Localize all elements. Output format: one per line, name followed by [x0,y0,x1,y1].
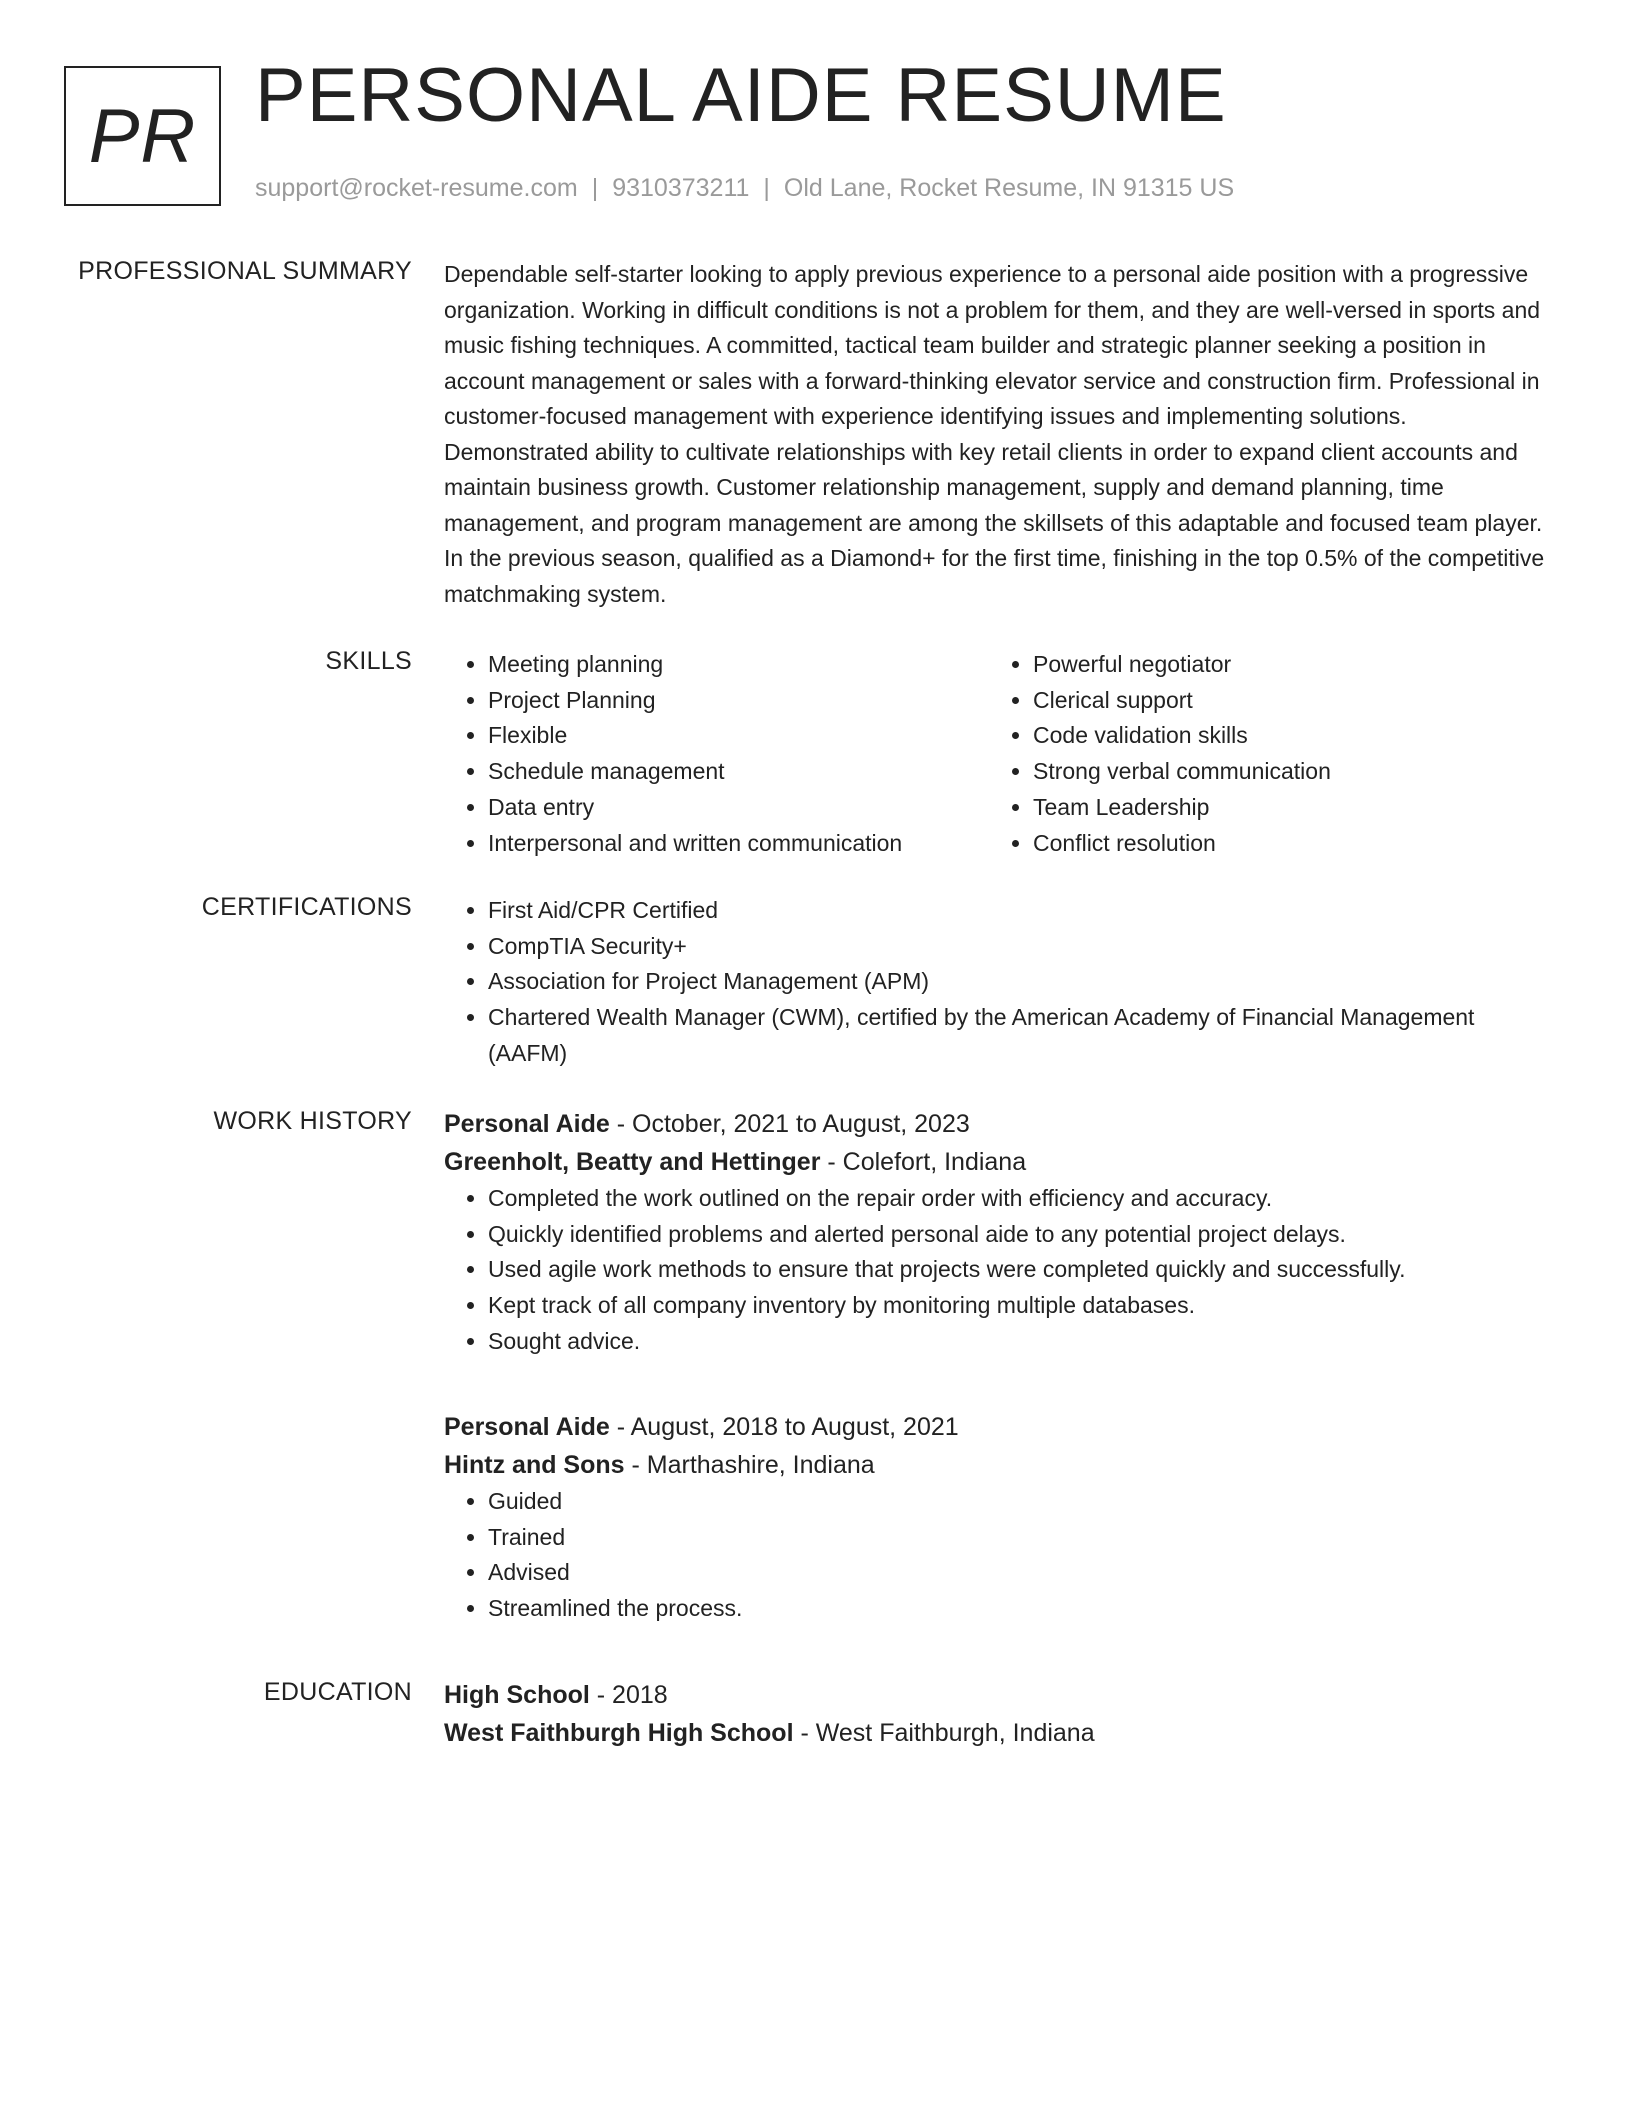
skill-item: • Strong verbal communication [1033,754,1534,790]
education-school-line [444,1714,1556,1752]
job-dates: - August, 2018 to August, 2021 [609,1413,959,1441]
contact-line [255,174,1234,203]
job-bullet: • Streamlined the process. [488,1591,1556,1627]
skill-item: • Powerful negotiator [1033,647,1534,683]
job-company: Greenholt, Beatty and Hettinger [444,1148,821,1176]
certifications-heading: CERTIFICATIONS [201,893,412,921]
job-title-line [444,1105,1556,1143]
skills-column-right [989,647,1534,861]
summary-heading: PROFESSIONAL SUMMARY [78,257,412,285]
education-school: West Faithburgh High School [444,1719,794,1747]
job-location: - Marthashire, Indiana [624,1451,875,1479]
education-year: - 2018 [589,1681,668,1709]
job-bullet: • Kept track of all company inventory by monitoring multiple databases. [488,1288,1556,1324]
skill-item: • Meeting planning [488,647,989,683]
work-history-heading: WORK HISTORY [213,1107,412,1135]
job-bullet: • Trained [488,1520,1556,1556]
job-location: - Colefort, Indiana [820,1148,1027,1176]
job-title: Personal Aide [444,1413,610,1441]
education-degree: High School [444,1681,590,1709]
skill-item: • Project Planning [488,683,989,719]
skills-section [444,647,1556,861]
job-title: Personal Aide [444,1110,610,1138]
certification-item: • Chartered Wealth Manager (CWM), certified by the American Academy of Financial Management (AAFM) [488,1000,1556,1071]
skill-item: • Schedule management [488,754,989,790]
job-bullet: • Advised [488,1555,1556,1591]
work-history-job-1 [444,1105,1556,1360]
certification-item: • First Aid/CPR Certified [488,893,1556,929]
contact-separator: | [763,174,770,202]
skill-item: • Conflict resolution [1033,826,1534,862]
skills-column-left [444,647,989,861]
contact-phone[interactable]: 9310373211 [612,174,750,202]
monogram-box: PR [64,66,221,206]
contact-email[interactable]: support@rocket-resume.com [255,174,578,202]
certification-item: • Association for Project Management (APM) [488,964,1556,1000]
job-dates: - October, 2021 to August, 2023 [609,1110,970,1138]
job-title-line [444,1408,1556,1446]
contact-address: Old Lane, Rocket Resume, IN 91315 US [783,174,1235,202]
job-bullet: • Used agile work methods to ensure that projects were completed quickly and successfully. [488,1252,1556,1288]
job-bullet: • Completed the work outlined on the repair order with efficiency and accuracy. [488,1181,1556,1217]
skill-item: • Code validation skills [1033,718,1534,754]
job-bullet: • Sought advice. [488,1324,1556,1360]
certifications-section [444,893,1556,1072]
job-company: Hintz and Sons [444,1451,625,1479]
job-bullet: • Quickly identified problems and alerted personal aide to any potential project delays. [488,1217,1556,1253]
education-location: - West Faithburgh, Indiana [793,1719,1095,1747]
skills-heading: SKILLS [325,647,412,675]
skill-item: • Data entry [488,790,989,826]
education-degree-line [444,1676,1556,1714]
job-bullet: • Guided [488,1484,1556,1520]
skill-item: • Interpersonal and written communication [488,826,989,862]
contact-separator: | [591,174,599,202]
skill-item: • Flexible [488,718,989,754]
certification-item: • CompTIA Security+ [488,929,1556,965]
job-company-line [444,1446,1556,1484]
skill-item: • Team Leadership [1033,790,1534,826]
summary-section [444,257,1556,612]
summary-text: Dependable self-starter looking to apply previous experience to a personal aide position with a progressive organization. Working in difficult conditions is not a problem for them, and they are well-versed in sports and music fishing techniques. A committed, tactical team builder and strategic planner seeking a position in account management or sales with a forward-thinking elevator service and construction firm. Professional in customer-focused management with experience identifying issues and implementing solutions. Demonstrated ability to cultivate relationships with key retail clients in order to expand client accounts and maintain business growth. Customer relationship management, supply and demand planning, time management, and program management are among the skillsets of this adaptable and focused team player. In the previous season, qualified as a Diamond+ for the first time, finishing in the top 0.5% of the competitive matchmaking system. [444,261,1545,607]
skill-item: • Clerical support [1033,683,1534,719]
resume-title: PERSONAL AIDE RESUME [255,53,1227,138]
job-company-line [444,1143,1556,1181]
education-section [444,1676,1556,1752]
work-history-job-2 [444,1408,1556,1627]
education-heading: EDUCATION [263,1678,412,1706]
